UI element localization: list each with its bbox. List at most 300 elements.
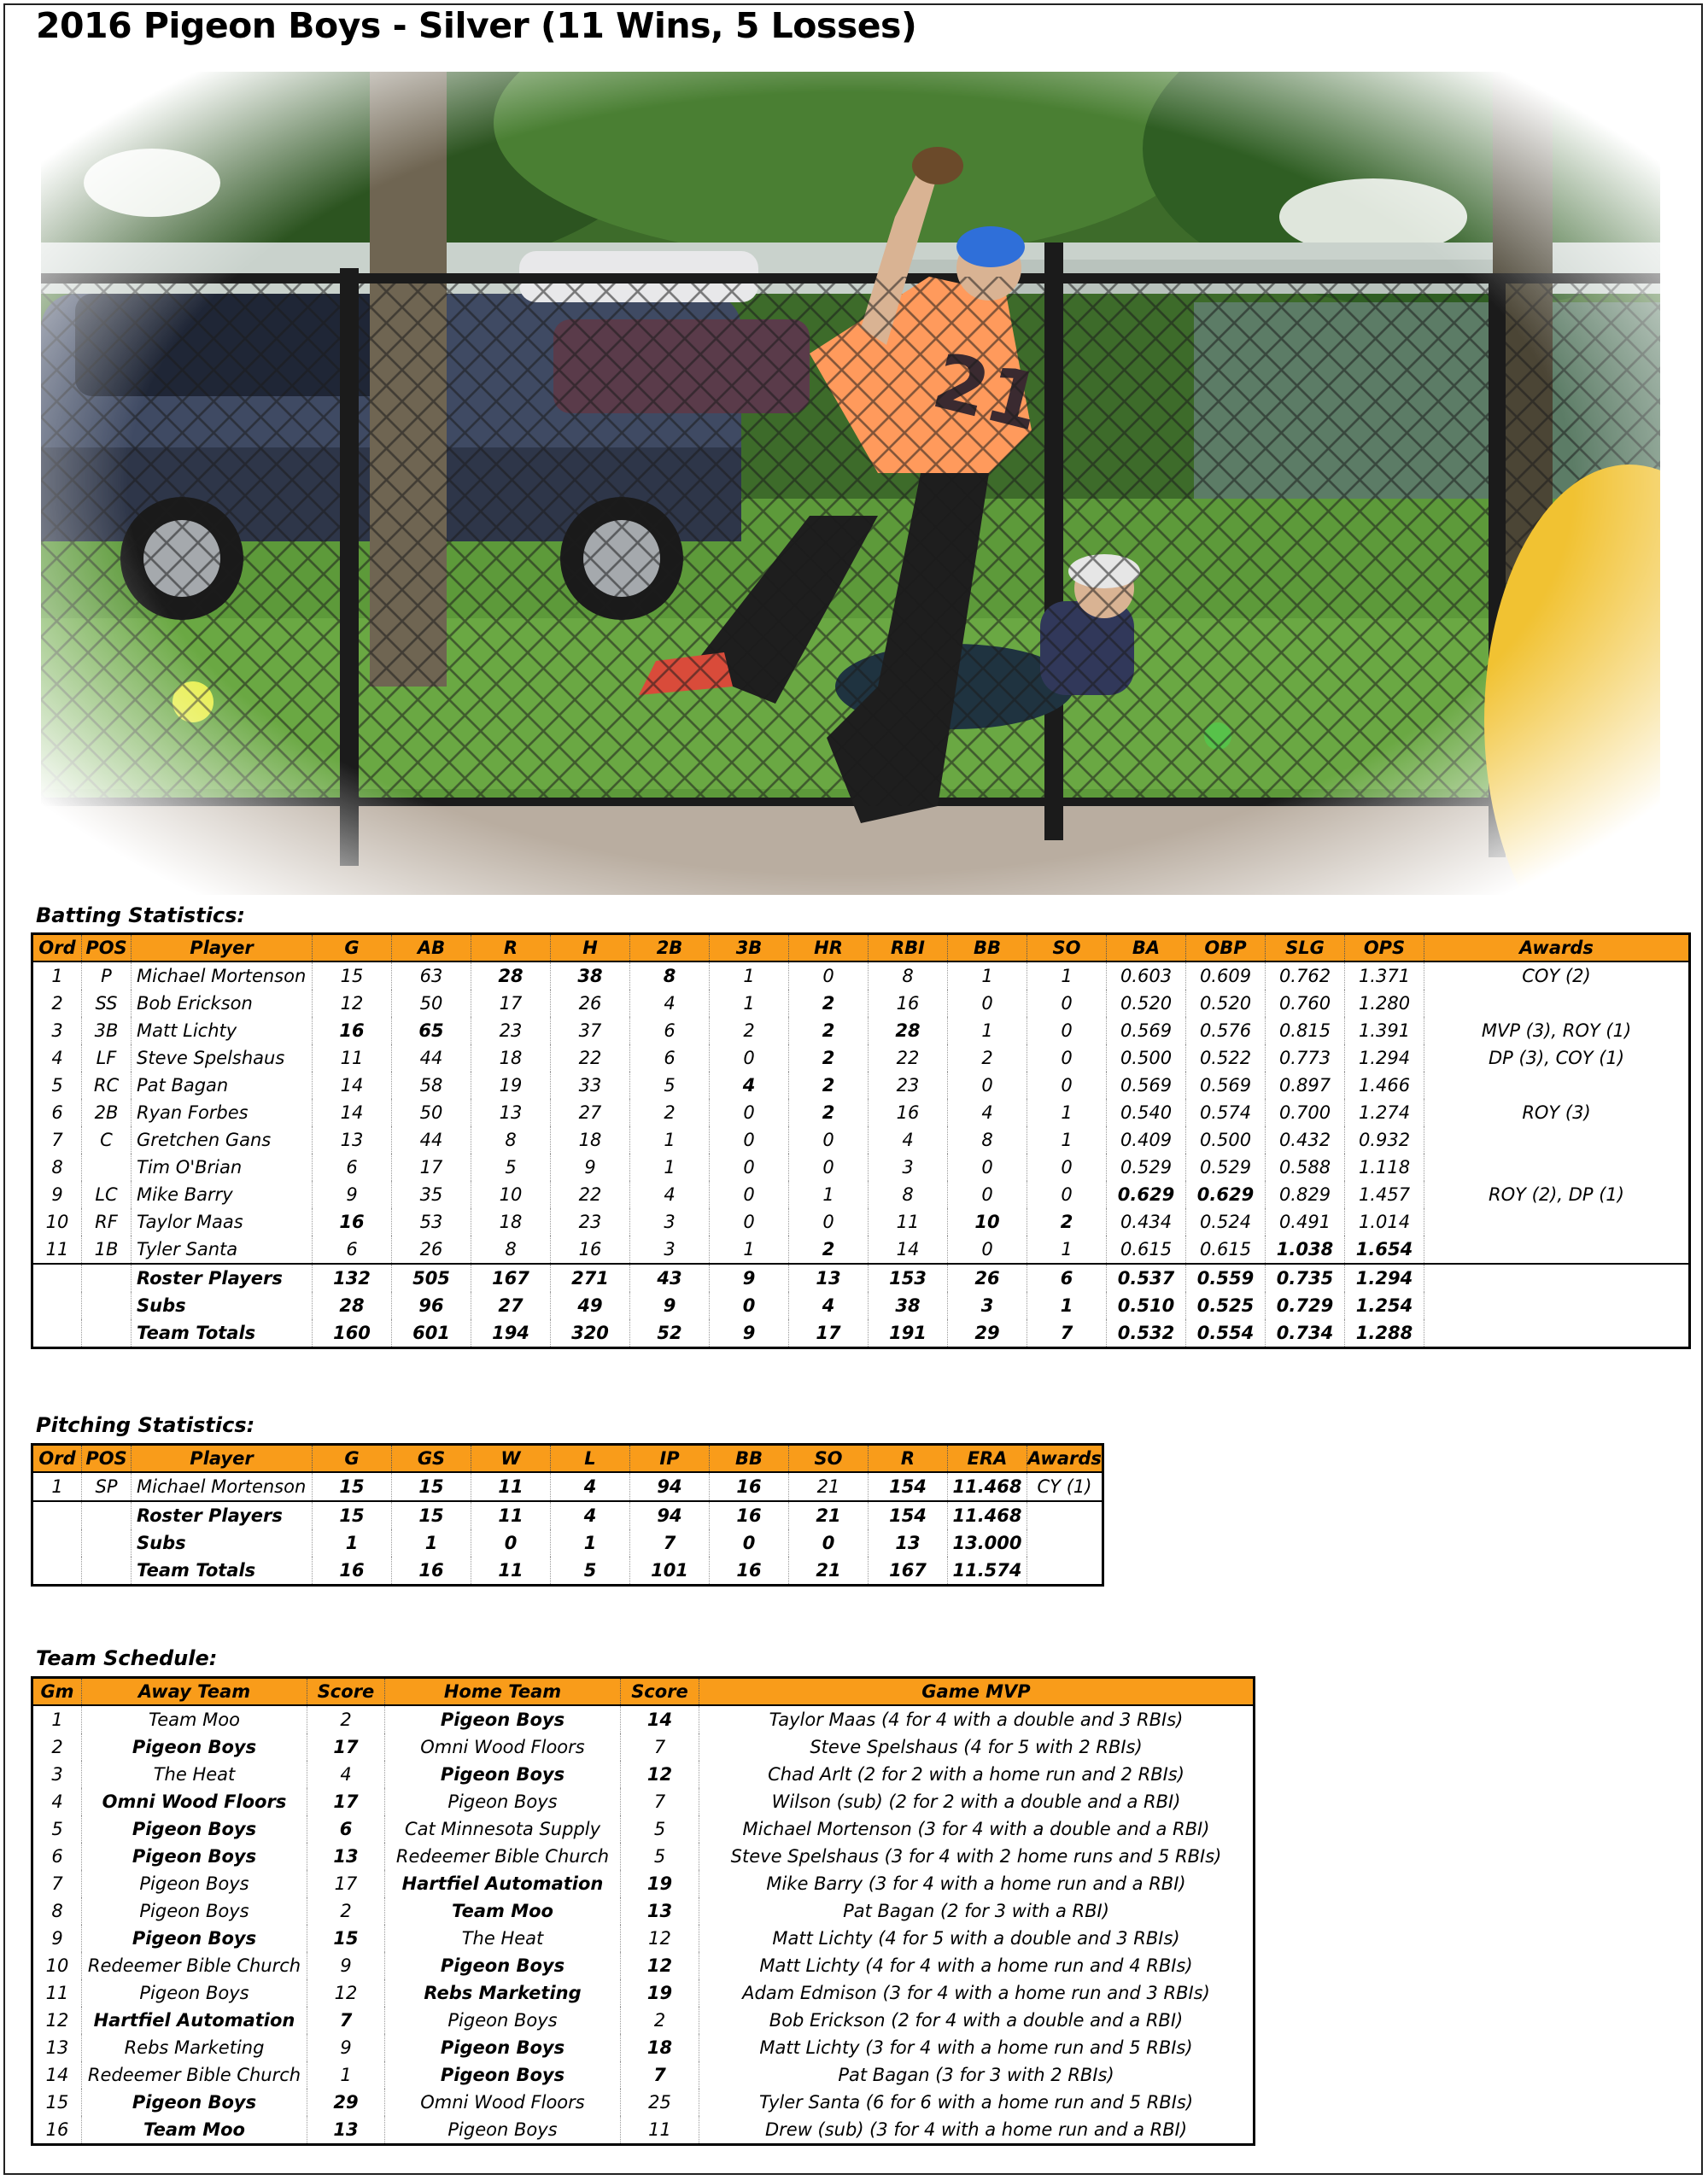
schedule-row [32,2116,1255,2145]
batting-cell-g: 6 [313,1236,392,1264]
pitching-col-r: R [869,1445,948,1473]
batting-cell-bb: 3 [948,1292,1027,1319]
schedule-cell-home: Pigeon Boys [385,2061,621,2089]
batting-cell-r: 18 [471,1208,551,1236]
batting-cell-rbi: 11 [869,1208,948,1236]
schedule-col-game-mvp: Game MVP [699,1678,1255,1706]
pitching-cell-ord [32,1557,82,1586]
schedule-cell-away: Team Moo [82,2116,307,2145]
batting-cell-ord [32,1319,82,1348]
pitching-cell-l: 4 [551,1472,630,1501]
batting-col-ord: Ord [32,934,82,962]
schedule-cell-away: Team Moo [82,1705,307,1733]
batting-cell-awards [1424,1292,1690,1319]
batting-cell-ord [32,1292,82,1319]
batting-cell-bb: 1 [948,1017,1027,1044]
batting-cell-hr: 2 [789,1099,869,1126]
batting-cell-r: 17 [471,990,551,1017]
schedule-cell-away: Omni Wood Floors [82,1788,307,1815]
pitching-cell-gs: 15 [392,1501,471,1529]
schedule-cell-home: Omni Wood Floors [385,2089,621,2116]
batting-cell-ba: 0.520 [1107,990,1186,1017]
batting-cell-slg: 0.588 [1266,1154,1345,1181]
batting-cell-obp: 0.576 [1186,1017,1266,1044]
pitching-cell-gs: 16 [392,1557,471,1586]
batting-cell-rbi: 8 [869,961,948,990]
batting-cell-h: 18 [551,1126,630,1154]
schedule-cell-mvp: Pat Bagan (3 for 3 with 2 RBIs) [699,2061,1255,2089]
schedule-cell-gm: 12 [45,2010,69,2031]
batting-cell-player: Subs [132,1292,313,1319]
batting-cell-d: 5 [630,1072,710,1099]
batting-cell-player: Michael Mortenson [132,961,313,990]
schedule-cell-as: 4 [307,1761,385,1788]
batting-total-row [32,1319,1690,1348]
schedule-col-gm: Gm [32,1678,82,1706]
batting-cell-ba: 0.500 [1107,1044,1186,1072]
pitching-col-gs: GS [392,1445,471,1473]
batting-cell-bb: 8 [948,1126,1027,1154]
pitching-cell-awards [1027,1557,1103,1586]
batting-cell-h: 9 [551,1154,630,1181]
batting-cell-ab: 65 [392,1017,471,1044]
schedule-cell-home: Pigeon Boys [385,2034,621,2061]
pitching-col-ord: Ord [32,1445,82,1473]
pitching-total-row [32,1501,1103,1529]
pitching-cell-player: Roster Players [132,1501,313,1529]
batting-cell-slg: 0.897 [1266,1072,1345,1099]
schedule-cell-mvp: Taylor Maas (4 for 4 with a double and 3 RBIs) [699,1705,1255,1733]
batting-cell-bb: 0 [948,1072,1027,1099]
schedule-cell-as: 15 [307,1925,385,1952]
batting-col-bb: BB [948,934,1027,962]
batting-cell-pos: LC [82,1181,132,1208]
batting-heading: Batting Statistics: [36,903,246,927]
batting-cell-obp: 0.525 [1186,1292,1266,1319]
batting-cell-ord: 4 [51,1048,63,1068]
pitching-cell-pos [82,1529,132,1557]
batting-cell-awards [1424,1126,1690,1154]
schedule-cell-hs: 7 [621,2061,699,2089]
batting-cell-ab: 58 [392,1072,471,1099]
schedule-cell-away: Hartfiel Automation [82,2007,307,2034]
batting-cell-ab: 53 [392,1208,471,1236]
batting-cell-r: 18 [471,1044,551,1072]
batting-cell-ops: 1.288 [1345,1319,1424,1348]
schedule-cell-hs: 2 [621,2007,699,2034]
batting-cell-r: 167 [471,1264,551,1292]
schedule-row [32,1788,1255,1815]
batting-col-r: R [471,934,551,962]
schedule-cell-home: Pigeon Boys [385,1788,621,1815]
pitching-cell-era: 11.468 [948,1501,1027,1529]
batting-cell-obp: 0.629 [1186,1181,1266,1208]
batting-cell-ord: 7 [51,1130,63,1150]
pitching-col-player: Player [132,1445,313,1473]
batting-cell-ops: 1.457 [1345,1181,1424,1208]
batting-cell-ba: 0.629 [1107,1181,1186,1208]
batting-header [32,934,1690,962]
schedule-cell-home: Rebs Marketing [385,1979,621,2007]
batting-cell-so: 0 [1027,1072,1107,1099]
batting-cell-bb: 4 [948,1099,1027,1126]
batting-cell-d: 9 [630,1292,710,1319]
batting-cell-awards: COY (2) [1424,961,1690,990]
batting-cell-pos: 3B [82,1017,132,1044]
schedule-cell-away: Redeemer Bible Church [82,1952,307,1979]
batting-total-row [32,1264,1690,1292]
batting-cell-slg: 0.491 [1266,1208,1345,1236]
batting-cell-d: 6 [630,1017,710,1044]
page-title: 2016 Pigeon Boys - Silver (11 Wins, 5 Losses) [36,5,917,46]
batting-cell-hr: 2 [789,1017,869,1044]
pitching-col-ip: IP [630,1445,710,1473]
pitching-cell-bb: 0 [710,1529,789,1557]
schedule-cell-as: 2 [307,1705,385,1733]
schedule-cell-gm: 7 [51,1873,63,1894]
pitching-col-l: L [551,1445,630,1473]
batting-cell-hr: 2 [789,990,869,1017]
batting-cell-player: Pat Bagan [132,1072,313,1099]
schedule-row [32,1761,1255,1788]
batting-row [32,1072,1690,1099]
batting-cell-ord: 8 [51,1157,63,1178]
batting-cell-ord: 1 [51,966,63,986]
schedule-cell-gm: 5 [51,1819,63,1839]
schedule-cell-home: Pigeon Boys [385,1761,621,1788]
batting-cell-player: Tim O'Brian [132,1154,313,1181]
schedule-row [32,1815,1255,1843]
batting-cell-so: 0 [1027,1181,1107,1208]
batting-cell-t: 9 [710,1264,789,1292]
pitching-cell-w: 0 [471,1529,551,1557]
batting-cell-g: 13 [313,1126,392,1154]
batting-cell-ord: 3 [51,1020,63,1041]
schedule-cell-away: Pigeon Boys [82,1733,307,1761]
batting-cell-t: 1 [710,1236,789,1264]
schedule-cell-away: Pigeon Boys [82,1925,307,1952]
batting-cell-ops: 1.371 [1345,961,1424,990]
schedule-cell-gm: 6 [51,1846,63,1867]
schedule-cell-gm: 1 [51,1710,63,1730]
schedule-cell-hs: 7 [621,1788,699,1815]
batting-cell-ab: 50 [392,1099,471,1126]
batting-cell-player: Gretchen Gans [132,1126,313,1154]
batting-cell-pos [82,1292,132,1319]
schedule-cell-away: Pigeon Boys [82,1870,307,1897]
batting-cell-r: 5 [471,1154,551,1181]
batting-cell-r: 13 [471,1099,551,1126]
batting-col-obp: OBP [1186,934,1266,962]
batting-cell-t: 0 [710,1154,789,1181]
schedule-cell-as: 17 [307,1733,385,1761]
schedule-cell-gm: 13 [45,2037,69,2058]
batting-cell-so: 1 [1027,1236,1107,1264]
batting-cell-so: 1 [1027,1126,1107,1154]
pitching-cell-gs: 15 [392,1472,471,1501]
schedule-cell-hs: 25 [621,2089,699,2116]
batting-cell-g: 16 [313,1017,392,1044]
batting-cell-obp: 0.524 [1186,1208,1266,1236]
pitching-cell-r: 154 [869,1472,948,1501]
batting-cell-hr: 0 [789,1208,869,1236]
pitching-cell-bb: 16 [710,1557,789,1586]
batting-cell-slg: 1.038 [1266,1236,1345,1264]
batting-cell-hr: 2 [789,1072,869,1099]
schedule-cell-home: Team Moo [385,1897,621,1925]
batting-cell-so: 6 [1027,1264,1107,1292]
batting-stats-table [31,932,1691,1349]
batting-cell-bb: 0 [948,1181,1027,1208]
batting-cell-d: 3 [630,1208,710,1236]
batting-cell-player: Bob Erickson [132,990,313,1017]
schedule-cell-as: 1 [307,2061,385,2089]
batting-cell-awards: MVP (3), ROY (1) [1424,1017,1690,1044]
batting-cell-obp: 0.609 [1186,961,1266,990]
batting-cell-t: 0 [710,1181,789,1208]
batting-cell-g: 28 [313,1292,392,1319]
schedule-cell-as: 13 [307,2116,385,2145]
batting-cell-d: 1 [630,1126,710,1154]
pitching-cell-r: 167 [869,1557,948,1586]
batting-col-3b: 3B [710,934,789,962]
batting-cell-h: 271 [551,1264,630,1292]
batting-cell-awards [1424,1236,1690,1264]
batting-cell-ord: 11 [45,1239,69,1259]
schedule-cell-gm: 8 [51,1901,63,1921]
schedule-heading: Team Schedule: [36,1646,218,1670]
batting-row [32,1126,1690,1154]
batting-cell-ba: 0.532 [1107,1319,1186,1348]
schedule-row [32,1952,1255,1979]
pitching-cell-ip: 94 [630,1472,710,1501]
schedule-cell-home: Redeemer Bible Church [385,1843,621,1870]
schedule-cell-home: Omni Wood Floors [385,1733,621,1761]
batting-body [32,961,1690,1348]
batting-cell-bb: 0 [948,990,1027,1017]
batting-cell-slg: 0.760 [1266,990,1345,1017]
batting-cell-ops: 1.274 [1345,1099,1424,1126]
schedule-cell-away: Pigeon Boys [82,1979,307,2007]
batting-cell-g: 11 [313,1044,392,1072]
schedule-cell-gm: 14 [45,2065,69,2085]
batting-cell-hr: 13 [789,1264,869,1292]
batting-col-ops: OPS [1345,934,1424,962]
schedule-row [32,1733,1255,1761]
schedule-row [32,2034,1255,2061]
schedule-header [32,1678,1255,1706]
batting-cell-awards [1424,1264,1690,1292]
pitching-cell-pos [82,1501,132,1529]
pitching-col-era: ERA [948,1445,1027,1473]
batting-cell-bb: 29 [948,1319,1027,1348]
batting-cell-rbi: 28 [869,1017,948,1044]
pitching-cell-r: 154 [869,1501,948,1529]
schedule-row [32,1925,1255,1952]
batting-cell-ba: 0.569 [1107,1072,1186,1099]
schedule-cell-mvp: Steve Spelshaus (4 for 5 with 2 RBIs) [699,1733,1255,1761]
schedule-cell-gm: 9 [51,1928,63,1949]
batting-cell-ops: 1.391 [1345,1017,1424,1044]
batting-cell-t: 0 [710,1126,789,1154]
batting-cell-ab: 601 [392,1319,471,1348]
batting-cell-ba: 0.434 [1107,1208,1186,1236]
batting-cell-so: 0 [1027,990,1107,1017]
batting-cell-g: 15 [313,961,392,990]
pitching-cell-g: 1 [313,1529,392,1557]
batting-cell-t: 9 [710,1319,789,1348]
schedule-cell-hs: 12 [621,1925,699,1952]
batting-cell-ba: 0.569 [1107,1017,1186,1044]
pitching-cell-awards [1027,1501,1103,1529]
pitching-heading: Pitching Statistics: [36,1413,255,1437]
schedule-cell-mvp: Mike Barry (3 for 4 with a home run and a RBI) [699,1870,1255,1897]
schedule-cell-home: Hartfiel Automation [385,1870,621,1897]
batting-cell-h: 49 [551,1292,630,1319]
schedule-cell-hs: 12 [621,1952,699,1979]
schedule-cell-away: Pigeon Boys [82,2089,307,2116]
batting-cell-g: 6 [313,1154,392,1181]
batting-cell-d: 1 [630,1154,710,1181]
batting-cell-pos: 2B [82,1099,132,1126]
batting-cell-ba: 0.529 [1107,1154,1186,1181]
pitching-col-pos: POS [82,1445,132,1473]
batting-cell-player: Team Totals [132,1319,313,1348]
batting-cell-bb: 2 [948,1044,1027,1072]
pitching-col-bb: BB [710,1445,789,1473]
batting-cell-bb: 1 [948,961,1027,990]
batting-col-h: H [551,934,630,962]
pitching-cell-g: 16 [313,1557,392,1586]
schedule-cell-away: Rebs Marketing [82,2034,307,2061]
batting-cell-d: 4 [630,990,710,1017]
batting-row [32,1099,1690,1126]
schedule-cell-gm: 4 [51,1791,63,1812]
batting-cell-ops: 1.280 [1345,990,1424,1017]
batting-cell-pos [82,1264,132,1292]
batting-row [32,1236,1690,1264]
batting-cell-g: 14 [313,1072,392,1099]
batting-cell-bb: 0 [948,1236,1027,1264]
schedule-cell-mvp: Matt Lichty (3 for 4 with a home run and 5 RBIs) [699,2034,1255,2061]
batting-cell-h: 320 [551,1319,630,1348]
batting-cell-t: 2 [710,1017,789,1044]
batting-cell-ab: 63 [392,961,471,990]
batting-row [32,1208,1690,1236]
batting-cell-player: Steve Spelshaus [132,1044,313,1072]
schedule-cell-home: Pigeon Boys [385,2007,621,2034]
pitching-cell-w: 11 [471,1557,551,1586]
schedule-cell-as: 29 [307,2089,385,2116]
batting-cell-awards [1424,990,1690,1017]
batting-cell-so: 1 [1027,961,1107,990]
pitching-total-row [32,1557,1103,1586]
batting-cell-player: Taylor Maas [132,1208,313,1236]
batting-cell-so: 1 [1027,1099,1107,1126]
pitching-cell-awards: CY (1) [1027,1472,1103,1501]
pitching-cell-so: 21 [789,1557,869,1586]
batting-cell-awards [1424,1319,1690,1348]
batting-col-g: G [313,934,392,962]
batting-cell-pos: RC [82,1072,132,1099]
batting-col-player: Player [132,934,313,962]
schedule-cell-as: 9 [307,2034,385,2061]
batting-cell-so: 7 [1027,1319,1107,1348]
batting-cell-h: 16 [551,1236,630,1264]
schedule-row [32,1897,1255,1925]
batting-cell-awards: DP (3), COY (1) [1424,1044,1690,1072]
batting-cell-awards: ROY (3) [1424,1099,1690,1126]
schedule-cell-mvp: Pat Bagan (2 for 3 with a RBI) [699,1897,1255,1925]
schedule-row [32,1705,1255,1733]
pitching-cell-ord [32,1501,82,1529]
batting-cell-g: 132 [313,1264,392,1292]
batting-cell-pos: SS [82,990,132,1017]
batting-cell-slg: 0.432 [1266,1126,1345,1154]
schedule-col-home-team: Home Team [385,1678,621,1706]
batting-cell-t: 0 [710,1292,789,1319]
batting-cell-h: 22 [551,1044,630,1072]
schedule-cell-away: Pigeon Boys [82,1815,307,1843]
schedule-cell-mvp: Drew (sub) (3 for 4 with a home run and a RBI) [699,2116,1255,2145]
batting-cell-hr: 4 [789,1292,869,1319]
pitching-cell-gs: 1 [392,1529,471,1557]
pitching-cell-so: 21 [789,1501,869,1529]
batting-cell-pos: C [82,1126,132,1154]
batting-cell-ab: 44 [392,1044,471,1072]
batting-cell-obp: 0.529 [1186,1154,1266,1181]
schedule-cell-home: Pigeon Boys [385,1705,621,1733]
batting-cell-h: 23 [551,1208,630,1236]
batting-cell-ops: 1.654 [1345,1236,1424,1264]
batting-cell-ord: 6 [51,1102,63,1123]
batting-col-awards: Awards [1424,934,1690,962]
batting-row [32,1017,1690,1044]
schedule-cell-hs: 18 [621,2034,699,2061]
batting-cell-slg: 0.815 [1266,1017,1345,1044]
schedule-row [32,1870,1255,1897]
batting-cell-ops: 0.932 [1345,1126,1424,1154]
batting-cell-so: 1 [1027,1292,1107,1319]
batting-cell-ord: 9 [51,1184,63,1205]
schedule-col-score: Score [307,1678,385,1706]
schedule-cell-hs: 19 [621,1870,699,1897]
batting-cell-r: 28 [471,961,551,990]
batting-cell-slg: 0.700 [1266,1099,1345,1126]
batting-cell-g: 9 [313,1181,392,1208]
batting-cell-t: 4 [710,1072,789,1099]
batting-cell-r: 10 [471,1181,551,1208]
batting-cell-hr: 2 [789,1044,869,1072]
schedule-cell-gm: 2 [51,1737,63,1757]
batting-cell-g: 12 [313,990,392,1017]
pitching-cell-l: 5 [551,1557,630,1586]
batting-cell-t: 0 [710,1208,789,1236]
pitching-body [32,1472,1103,1586]
schedule-cell-away: The Heat [82,1761,307,1788]
batting-cell-ops: 1.294 [1345,1264,1424,1292]
pitching-cell-player: Team Totals [132,1557,313,1586]
batting-cell-slg: 0.829 [1266,1181,1345,1208]
pitching-stats-table [31,1443,1104,1587]
batting-cell-h: 22 [551,1181,630,1208]
batting-cell-player: Tyler Santa [132,1236,313,1264]
batting-cell-pos: RF [82,1208,132,1236]
batting-cell-player: Roster Players [132,1264,313,1292]
batting-cell-ba: 0.615 [1107,1236,1186,1264]
batting-row [32,1154,1690,1181]
batting-cell-t: 1 [710,990,789,1017]
